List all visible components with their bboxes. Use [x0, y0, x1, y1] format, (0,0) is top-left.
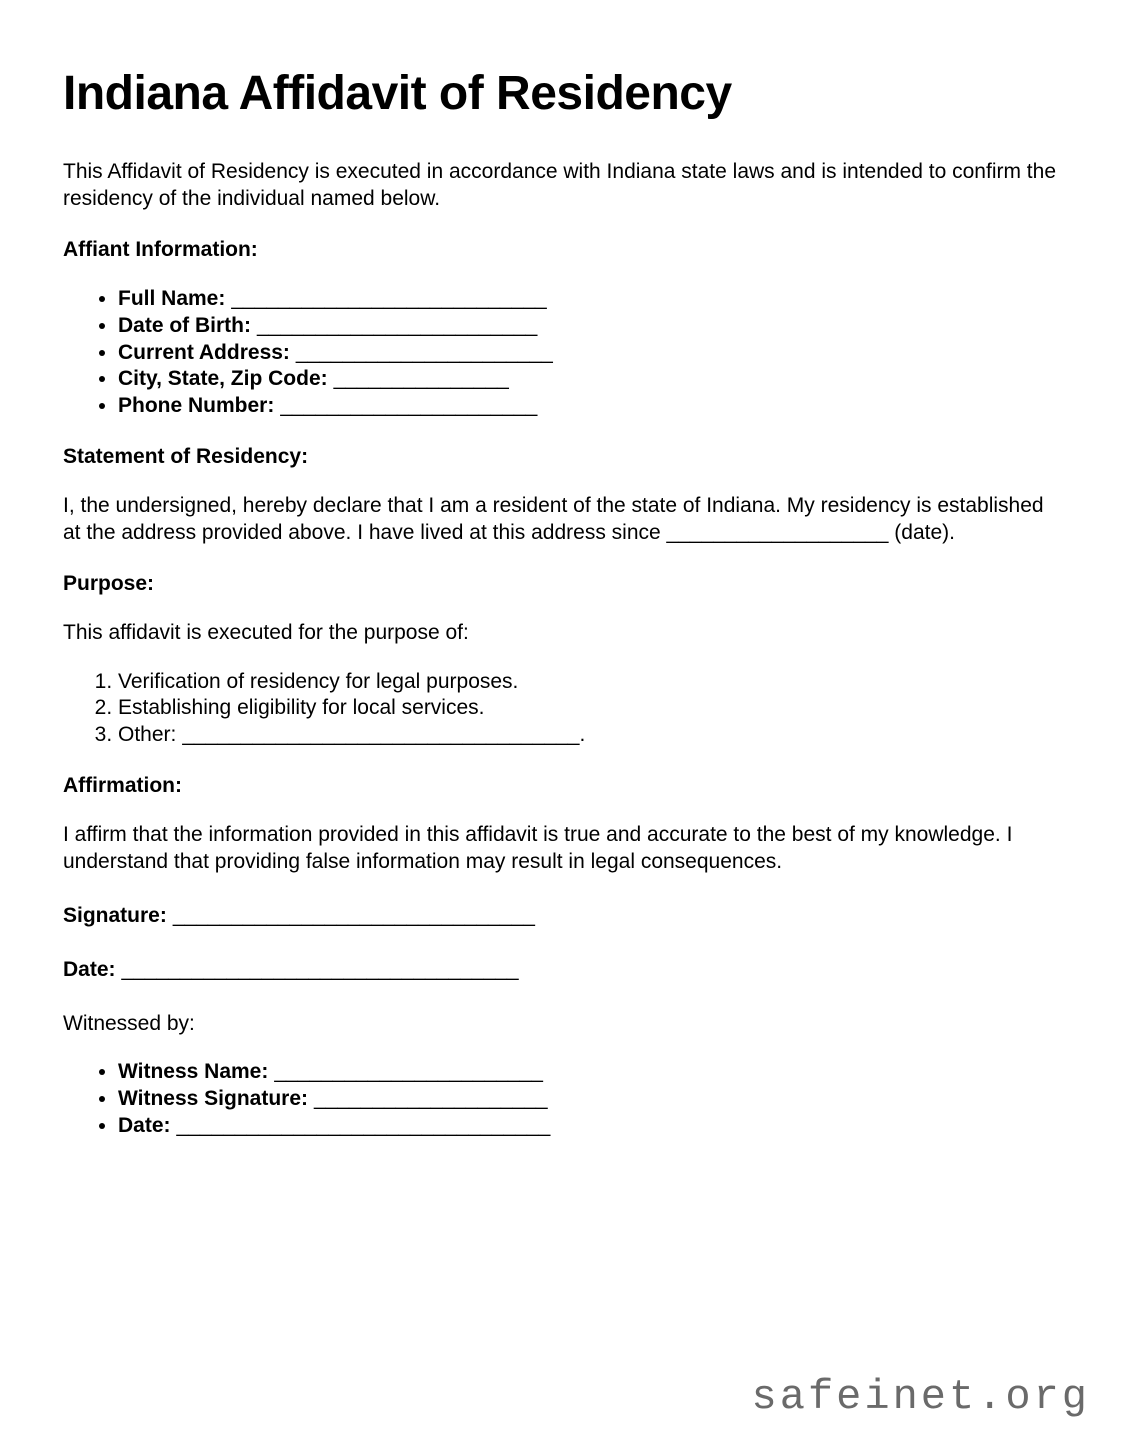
witness-name-label: Witness Name: — [118, 1060, 269, 1084]
affiant-field-city-state-zip — [118, 366, 1061, 393]
section-heading-affirmation: Affirmation: — [63, 774, 182, 798]
affiant-field-current-address — [118, 340, 1061, 367]
section-heading-purpose: Purpose: — [63, 571, 155, 595]
purpose-other-blank: __________________________________ — [182, 723, 580, 747]
signature-line — [63, 903, 1061, 930]
purpose-intro: This affidavit is executed for the purpose of: — [63, 620, 469, 644]
witness-field-name — [118, 1059, 1061, 1086]
purpose-item-other — [118, 722, 1061, 749]
field-label-full-name: Full Name: — [118, 286, 226, 310]
statement-paragraph — [63, 493, 1061, 547]
date-blank: __________________________________ — [121, 957, 519, 981]
affiant-field-list — [63, 286, 1061, 420]
statement-text: I, the undersigned, hereby declare that I am a resident of the state of Indiana. My residency is established at the address provided above. I have lived at this address since — [63, 494, 1044, 544]
field-label-city-state-zip: City, State, Zip Code: — [118, 367, 328, 391]
field-blank-current-address: ______________________ — [295, 340, 553, 364]
purpose-item-legal: 1. Verification of residency for legal purposes. — [118, 669, 1061, 696]
witness-name-blank: _______________________ — [274, 1060, 543, 1084]
purpose-other-label: Other: — [118, 723, 177, 747]
witness-signature-blank: ____________________ — [314, 1087, 548, 1111]
affirmation-paragraph: I affirm that the information provided in this affidavit is true and accurate to the best of my knowledge. I understand that providing false information may result in legal consequences. — [63, 823, 1013, 873]
date-label: Date: — [63, 957, 116, 981]
witness-date-label: Date: — [118, 1114, 171, 1138]
affiant-field-date-of-birth — [118, 313, 1061, 340]
statement-date-blank: ___________________ — [666, 520, 889, 544]
purpose-list — [63, 669, 1061, 750]
page-title: Indiana Affidavit of Residency — [63, 67, 732, 120]
signature-blank: _______________________________ — [172, 903, 535, 927]
witness-field-signature — [118, 1086, 1061, 1113]
field-blank-date-of-birth: ________________________ — [257, 313, 538, 337]
field-blank-phone-number: ______________________ — [280, 394, 538, 418]
field-label-phone-number: Phone Number: — [118, 394, 275, 418]
affiant-field-full-name — [118, 286, 1061, 313]
witness-date-blank: ________________________________ — [176, 1114, 551, 1138]
signature-label: Signature: — [63, 903, 167, 927]
witness-signature-label: Witness Signature: — [118, 1087, 309, 1111]
field-blank-full-name: ___________________________ — [231, 286, 547, 310]
field-label-current-address: Current Address: — [118, 340, 290, 364]
field-label-date-of-birth: Date of Birth: — [118, 313, 251, 337]
witness-field-date — [118, 1113, 1061, 1140]
purpose-item-eligibility: 2. Establishing eligibility for local services. — [118, 695, 1061, 722]
witness-field-list — [63, 1059, 1061, 1140]
watermark-safeinet: safeinet.org — [751, 1373, 1090, 1422]
field-blank-city-state-zip: _______________ — [333, 367, 509, 391]
affiant-field-phone-number — [118, 393, 1061, 420]
intro-paragraph: This Affidavit of Residency is executed in accordance with Indiana state laws and is intended to confirm the residency of the individual named below. — [63, 160, 1056, 211]
statement-date-suffix: (date). — [894, 520, 955, 544]
purpose-other-suffix: . — [579, 723, 586, 747]
date-line — [63, 957, 1061, 984]
section-heading-statement-of-residency: Statement of Residency: — [63, 445, 309, 469]
section-heading-affiant-information: Affiant Information: — [63, 237, 258, 261]
witnessed-by-text: Witnessed by: — [63, 1011, 195, 1035]
